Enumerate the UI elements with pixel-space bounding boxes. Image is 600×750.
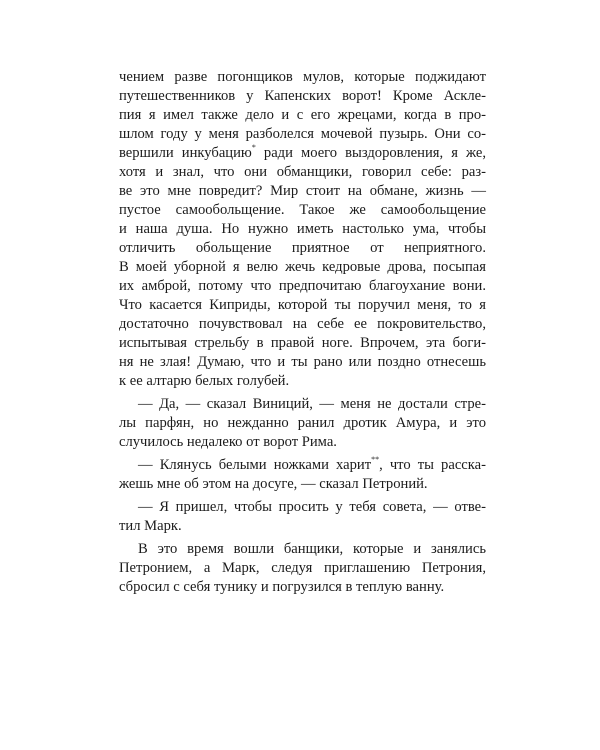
text-line: В моей уборной я велю жечь кедровые дрова, посыпая	[119, 259, 486, 275]
text-line: к ее алтарю белых голубей.	[119, 373, 290, 389]
text-line: ня не злая! Думаю, что и ты рано или поздно отнесешь	[119, 354, 486, 370]
text-line: В это время вошли банщики, которые и занялись	[138, 541, 486, 557]
text-line: пустое самообольщение. Такое же самообольщение	[119, 202, 486, 218]
incubation-word: вершили инкубацию	[119, 145, 252, 161]
text-line: жешь мне об этом на досуге, — сказал Петроний.	[119, 476, 428, 492]
text-line: Петронием, а Марк, следуя приглашению Петрония,	[119, 560, 486, 576]
text-line: Что касается Киприды, которой ты поручил меня, то я	[119, 297, 486, 313]
footnote-ref-2: **	[371, 455, 380, 465]
text-fragment: , что ты расска-	[379, 457, 486, 473]
text-line: тил Марк.	[119, 518, 182, 534]
footnote-ref-1: *	[251, 143, 256, 153]
text-line: отличить обольщение приятное от неприятного.	[119, 240, 486, 256]
text-line: хотя и знал, что они обманщики, говорил себе: раз-	[119, 164, 486, 180]
text-fragment: ради моего выздоровления, я же,	[255, 145, 486, 161]
text-line: пия я имел также дело и с его жрецами, когда в про-	[119, 107, 486, 123]
text-line: — Да, — сказал Виниций, — меня не достали стре-	[138, 396, 486, 412]
text-line: лы парфян, но нежданно ранил дротик Амура, и это	[119, 415, 486, 431]
text-line: и наша душа. Но нужно иметь настолько ума, чтобы	[119, 221, 486, 237]
text-line: ве это мне повредит? Мир стоит на обмане, жизнь —	[119, 183, 486, 199]
text-line	[138, 456, 486, 474]
text-line: их амброй, потому что предпочитаю благоухание вони.	[119, 278, 486, 294]
text-line: путешественников у Капенских ворот! Кроме Аскле-	[119, 88, 486, 104]
text-line: случилось недалеко от ворот Рима.	[119, 434, 337, 450]
text-line: шлом году у меня разболелся мочевой пузырь. Они со-	[119, 126, 486, 142]
text-line: — Я пришел, чтобы просить у тебя совета, — отве-	[138, 499, 486, 515]
text-line: достаточно почувствовал на себе ее покровительство,	[119, 316, 486, 332]
text-line: сбросил с себя тунику и погрузился в теплую ванну.	[119, 579, 445, 595]
text-line: чением разве погонщиков мулов, которые поджидают	[119, 69, 486, 85]
text-fragment: — Клянусь белыми ножками харит	[138, 457, 372, 473]
text-line	[119, 144, 486, 162]
text-line: испытывая стрельбу в правой ноге. Впрочем, эта боги-	[119, 335, 486, 351]
